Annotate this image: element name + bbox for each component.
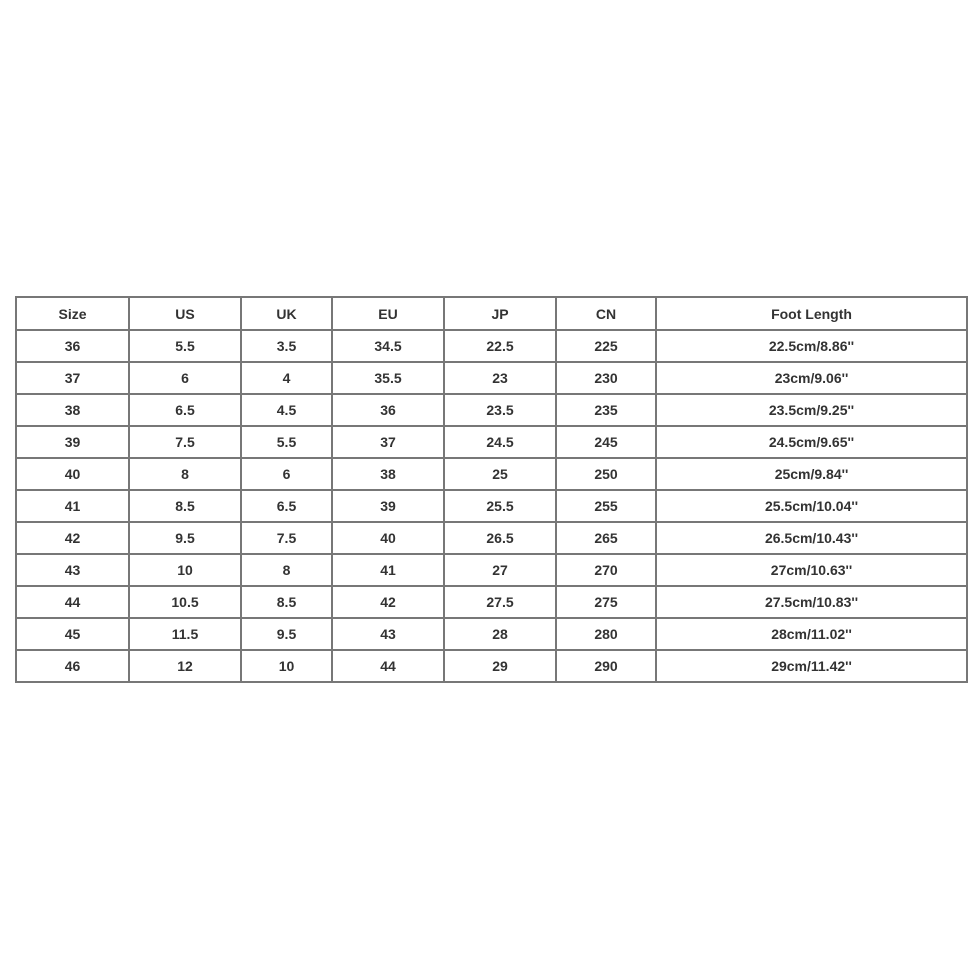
us-cell: 12 bbox=[130, 651, 242, 683]
size-cell: 38 bbox=[17, 395, 130, 427]
cn-cell: 250 bbox=[557, 459, 657, 491]
size-cell: 39 bbox=[17, 427, 130, 459]
us-cell: 8.5 bbox=[130, 491, 242, 523]
header-us: US bbox=[130, 298, 242, 331]
foot-length-cell: 29cm/11.42'' bbox=[657, 651, 968, 683]
eu-cell: 38 bbox=[333, 459, 445, 491]
jp-cell: 23 bbox=[445, 363, 557, 395]
header-jp: JP bbox=[445, 298, 557, 331]
header-cn: CN bbox=[557, 298, 657, 331]
cn-cell: 290 bbox=[557, 651, 657, 683]
size-cell: 40 bbox=[17, 459, 130, 491]
eu-cell: 35.5 bbox=[333, 363, 445, 395]
eu-cell: 43 bbox=[333, 619, 445, 651]
table-row bbox=[17, 555, 968, 587]
size-cell: 36 bbox=[17, 331, 130, 363]
jp-cell: 29 bbox=[445, 651, 557, 683]
size-cell: 46 bbox=[17, 651, 130, 683]
jp-cell: 28 bbox=[445, 619, 557, 651]
eu-cell: 40 bbox=[333, 523, 445, 555]
cn-cell: 225 bbox=[557, 331, 657, 363]
us-cell: 10 bbox=[130, 555, 242, 587]
size-cell: 43 bbox=[17, 555, 130, 587]
size-cell: 42 bbox=[17, 523, 130, 555]
cn-cell: 235 bbox=[557, 395, 657, 427]
uk-cell: 7.5 bbox=[242, 523, 333, 555]
table-row bbox=[17, 459, 968, 491]
header-eu: EU bbox=[333, 298, 445, 331]
uk-cell: 9.5 bbox=[242, 619, 333, 651]
eu-cell: 41 bbox=[333, 555, 445, 587]
header-foot-length: Foot Length bbox=[657, 298, 968, 331]
uk-cell: 8 bbox=[242, 555, 333, 587]
foot-length-cell: 28cm/11.02'' bbox=[657, 619, 968, 651]
cn-cell: 265 bbox=[557, 523, 657, 555]
table-row bbox=[17, 523, 968, 555]
cn-cell: 275 bbox=[557, 587, 657, 619]
foot-length-cell: 24.5cm/9.65'' bbox=[657, 427, 968, 459]
header-row bbox=[17, 298, 968, 331]
jp-cell: 24.5 bbox=[445, 427, 557, 459]
us-cell: 7.5 bbox=[130, 427, 242, 459]
jp-cell: 23.5 bbox=[445, 395, 557, 427]
uk-cell: 10 bbox=[242, 651, 333, 683]
us-cell: 8 bbox=[130, 459, 242, 491]
table-row bbox=[17, 491, 968, 523]
eu-cell: 37 bbox=[333, 427, 445, 459]
header-uk: UK bbox=[242, 298, 333, 331]
jp-cell: 25 bbox=[445, 459, 557, 491]
foot-length-cell: 26.5cm/10.43'' bbox=[657, 523, 968, 555]
size-cell: 41 bbox=[17, 491, 130, 523]
foot-length-cell: 27cm/10.63'' bbox=[657, 555, 968, 587]
table-row bbox=[17, 363, 968, 395]
table-row bbox=[17, 619, 968, 651]
eu-cell: 39 bbox=[333, 491, 445, 523]
cn-cell: 230 bbox=[557, 363, 657, 395]
size-cell: 37 bbox=[17, 363, 130, 395]
uk-cell: 4 bbox=[242, 363, 333, 395]
table-row bbox=[17, 427, 968, 459]
us-cell: 9.5 bbox=[130, 523, 242, 555]
foot-length-cell: 22.5cm/8.86'' bbox=[657, 331, 968, 363]
size-cell: 45 bbox=[17, 619, 130, 651]
us-cell: 11.5 bbox=[130, 619, 242, 651]
cn-cell: 280 bbox=[557, 619, 657, 651]
us-cell: 6.5 bbox=[130, 395, 242, 427]
jp-cell: 22.5 bbox=[445, 331, 557, 363]
uk-cell: 3.5 bbox=[242, 331, 333, 363]
eu-cell: 44 bbox=[333, 651, 445, 683]
us-cell: 5.5 bbox=[130, 331, 242, 363]
eu-cell: 34.5 bbox=[333, 331, 445, 363]
eu-cell: 36 bbox=[333, 395, 445, 427]
foot-length-cell: 23.5cm/9.25'' bbox=[657, 395, 968, 427]
table-row bbox=[17, 651, 968, 683]
cn-cell: 255 bbox=[557, 491, 657, 523]
jp-cell: 27.5 bbox=[445, 587, 557, 619]
cn-cell: 245 bbox=[557, 427, 657, 459]
header-size: Size bbox=[17, 298, 130, 331]
size-chart-table bbox=[15, 296, 968, 683]
uk-cell: 5.5 bbox=[242, 427, 333, 459]
eu-cell: 42 bbox=[333, 587, 445, 619]
uk-cell: 6.5 bbox=[242, 491, 333, 523]
jp-cell: 26.5 bbox=[445, 523, 557, 555]
table-row bbox=[17, 331, 968, 363]
size-cell: 44 bbox=[17, 587, 130, 619]
uk-cell: 4.5 bbox=[242, 395, 333, 427]
table-row bbox=[17, 587, 968, 619]
table-row bbox=[17, 395, 968, 427]
uk-cell: 6 bbox=[242, 459, 333, 491]
foot-length-cell: 25cm/9.84'' bbox=[657, 459, 968, 491]
foot-length-cell: 23cm/9.06'' bbox=[657, 363, 968, 395]
jp-cell: 27 bbox=[445, 555, 557, 587]
cn-cell: 270 bbox=[557, 555, 657, 587]
foot-length-cell: 25.5cm/10.04'' bbox=[657, 491, 968, 523]
foot-length-cell: 27.5cm/10.83'' bbox=[657, 587, 968, 619]
uk-cell: 8.5 bbox=[242, 587, 333, 619]
jp-cell: 25.5 bbox=[445, 491, 557, 523]
us-cell: 6 bbox=[130, 363, 242, 395]
us-cell: 10.5 bbox=[130, 587, 242, 619]
